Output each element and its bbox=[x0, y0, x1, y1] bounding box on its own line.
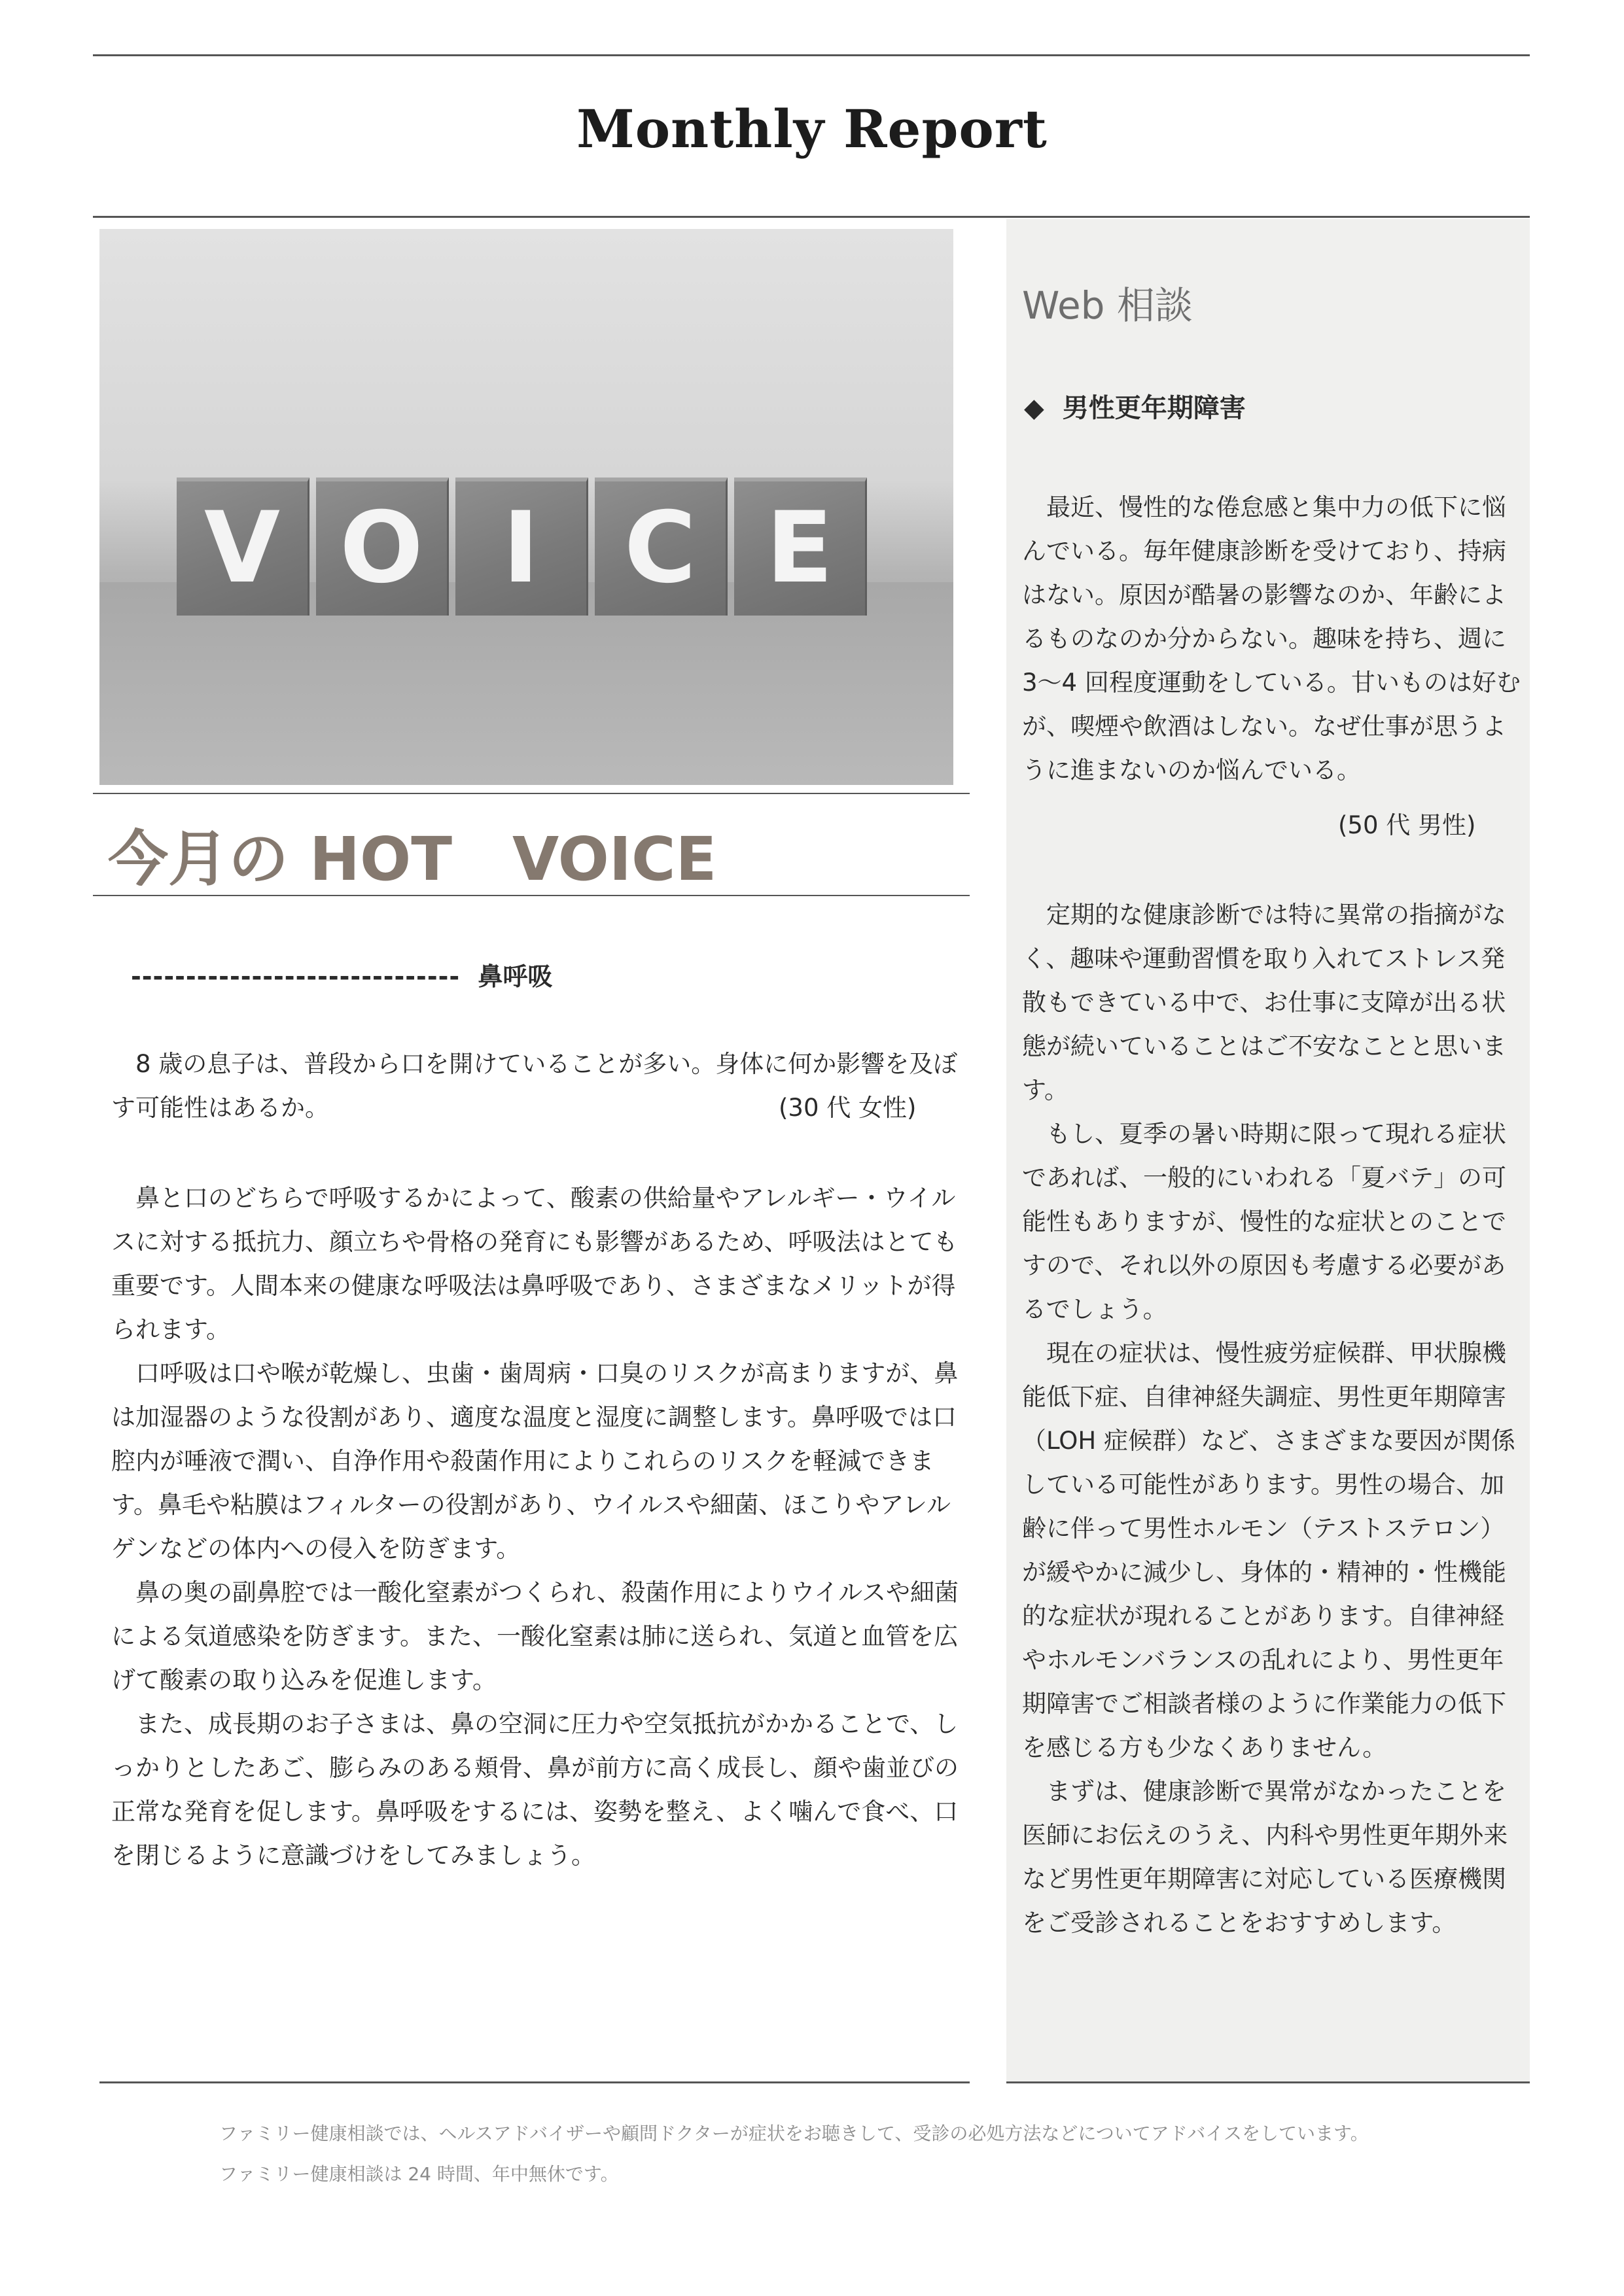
web-question-text: 最近、慢性的な倦怠感と集中力の低下に悩んでいる。毎年健康診断を受けており、持病はない。原因が酷暑の影響なのか、年齢によるものなのか分からない。趣味を持ち、週に 3～4 回程度運動をしている。甘いものは好むが、喫煙や飲酒はしない。なぜ仕事が思うように進まないのか悩んでいる。 bbox=[1022, 493, 1521, 784]
web-consult-topic bbox=[1024, 387, 1246, 425]
right-bottom-rule bbox=[1006, 2081, 1530, 2083]
hot-voice-topic bbox=[131, 956, 552, 992]
web-question-attribution: (50 代 男性) bbox=[1338, 811, 1476, 839]
letter-block: V bbox=[177, 478, 309, 616]
question-attribution: (30 代 女性) bbox=[779, 1094, 917, 1122]
hot-voice-bottom-rule bbox=[93, 895, 970, 896]
web-answer-paragraph: 現在の症状は、慢性疲労症候群、甲状腺機能低下症、自律神経失調症、男性更年期障害（LOH 症候群）など、さまざまな要因が関係している可能性があります。男性の場合、加齢に伴って男性ホルモン（テストステロン）が緩やかに減少し、身体的・精神的・性機能的な症状が現れることがあります。自律神経やホルモンバランスの乱れにより、男性更年期障害でご相談者様のように作業能力の低下を感じる方も少なくありません。 bbox=[1022, 1339, 1516, 1762]
web-answer-paragraph: まずは、健康診断で異常がなかったことを医師にお伝えのうえ、内科や男性更年期外来など男性更年期障害に対応している医療機関をご受診されることをおすすめします。 bbox=[1022, 1777, 1508, 1937]
answer-paragraph: 鼻と口のどちらで呼吸するかによって、酸素の供給量やアレルギー・ウイルスに対する抵抗力、顔立ちや骨格の発育にも影響があるため、呼吸法はとても重要です。人間本来の健康な呼吸法は鼻呼吸であり、さまざまなメリットが得られます。 bbox=[111, 1184, 958, 1344]
question-line: す可能性はあるか。 bbox=[111, 1094, 329, 1122]
web-answer-paragraph: 定期的な健康診断では特に異常の指摘がなく、趣味や運動習慣を取り入れてストレス発散もできている中で、お仕事に支障が出る状態が続いていることはご不安なことと思います。 bbox=[1022, 901, 1506, 1104]
voice-blocks-photo bbox=[99, 229, 953, 785]
left-bottom-rule bbox=[99, 2081, 970, 2083]
answer-paragraph: また、成長期のお子さまは、鼻の空洞に圧力や空気抵抗がかかることで、しっかりとしたあご、膨らみのある頬骨、鼻が前方に高く成長し、顔や歯並びの正常な発育を促します。鼻呼吸をするには、姿勢を整え、よく噛んで食べ、口を閉じるように意識づけをしてみましょう。 bbox=[111, 1710, 959, 1870]
hot-voice-answer bbox=[111, 1176, 962, 1877]
web-consult-answer bbox=[1022, 893, 1521, 1945]
footer-note: ファミリー健康相談では、ヘルスアドバイザーや顧問ドクターが症状をお聴きして、受診の必処方法などについてアドバイスをしています。 bbox=[219, 2123, 1369, 2144]
hot-voice-heading: 今月の HOT VOICE bbox=[108, 824, 717, 894]
masthead-title: Monthly Report bbox=[576, 98, 1048, 160]
web-consult-question bbox=[1022, 485, 1521, 792]
diamond-icon: ◆ bbox=[1024, 393, 1044, 423]
masthead-rule bbox=[93, 216, 1530, 218]
top-rule bbox=[93, 54, 1530, 56]
letter-block: I bbox=[455, 478, 588, 616]
answer-paragraph: 口呼吸は口や喉が乾燥し、虫歯・歯周病・口臭のリスクが高まりますが、鼻は加湿器のような役割があり、適度な温度と湿度に調整します。鼻呼吸では口腔内が唾液で潤い、自浄作用や殺菌作用によりこれらのリスクを軽減できます。鼻毛や粘膜はフィルターの役割があり、ウイルスや細菌、ほこりやアレルゲンなどの体内への侵入を防ぎます。 bbox=[111, 1359, 959, 1563]
letter-block: O bbox=[316, 478, 449, 616]
question-line: 8 歳の息子は、普段から口を開けていることが多い。身体に何か影響を及ぼ bbox=[135, 1050, 958, 1078]
topic-dashes: ------------------------------ bbox=[131, 962, 461, 991]
letter-block: C bbox=[595, 478, 728, 616]
letter-block: E bbox=[734, 478, 867, 616]
web-answer-paragraph: もし、夏季の暑い時期に限って現れる症状であれば、一般的にいわれる「夏バテ」の可能性もありますが、慢性的な症状とのことですので、それ以外の原因も考慮する必要があるでしょう。 bbox=[1022, 1120, 1506, 1323]
hot-voice-top-rule bbox=[93, 793, 970, 794]
web-topic-label: 男性更年期障害 bbox=[1062, 393, 1246, 423]
web-consult-title: Web 相談 bbox=[1022, 283, 1193, 328]
footer-note: ファミリー健康相談は 24 時間、年中無休です。 bbox=[219, 2163, 619, 2185]
topic-label: 鼻呼吸 bbox=[478, 962, 553, 991]
answer-paragraph: 鼻の奥の副鼻腔では一酸化窒素がつくられ、殺菌作用によりウイルスや細菌による気道感染を防ぎます。また、一酸化窒素は肺に送られ、気道と血管を広げて酸素の取り込みを促進します。 bbox=[111, 1578, 959, 1694]
letter-blocks bbox=[177, 478, 867, 616]
